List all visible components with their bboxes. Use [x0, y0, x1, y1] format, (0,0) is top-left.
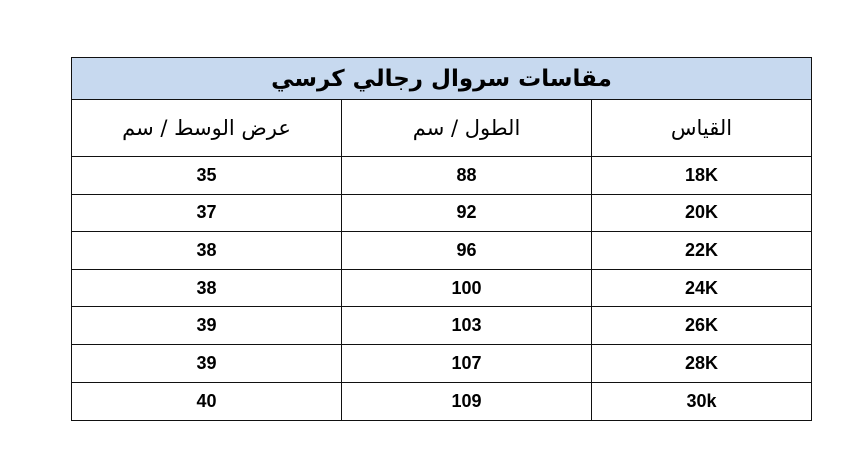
size-cell: 30k [591, 383, 811, 421]
waist-cell: 39 [196, 352, 217, 373]
header-size: القياس [591, 100, 811, 156]
length-cell: 100 [341, 270, 591, 307]
size-cell: 28K [591, 345, 811, 382]
waist-cell: 35 [196, 164, 217, 185]
size-cell: 20K [591, 195, 811, 232]
table-row [72, 307, 811, 345]
waist-cell: 38 [196, 277, 217, 298]
length-cell: 92 [341, 195, 591, 232]
length-cell: 88 [341, 157, 591, 194]
length-cell: 109 [341, 383, 591, 421]
waist-cell: 37 [196, 202, 217, 223]
waist-cell: 40 [196, 390, 217, 411]
table-row [72, 383, 811, 421]
size-cell: 26K [591, 307, 811, 344]
size-cell: 22K [591, 232, 811, 269]
header-row [72, 100, 811, 157]
length-cell: 96 [341, 232, 591, 269]
waist-cell: 39 [196, 315, 217, 336]
table-row [72, 195, 811, 233]
table-title: مقاسات سروال رجالي كرسي [72, 58, 811, 100]
length-cell: 107 [341, 345, 591, 382]
waist-cell: 38 [196, 239, 217, 260]
table-row [72, 345, 811, 383]
size-cell: 18K [591, 157, 811, 194]
length-cell: 103 [341, 307, 591, 344]
table-row [72, 157, 811, 195]
table-row [72, 232, 811, 270]
size-cell: 24K [591, 270, 811, 307]
table-row [72, 270, 811, 308]
header-waist-width: عرض الوسط / سم [122, 116, 291, 140]
size-table [71, 57, 812, 421]
header-length: الطول / سم [341, 100, 591, 156]
